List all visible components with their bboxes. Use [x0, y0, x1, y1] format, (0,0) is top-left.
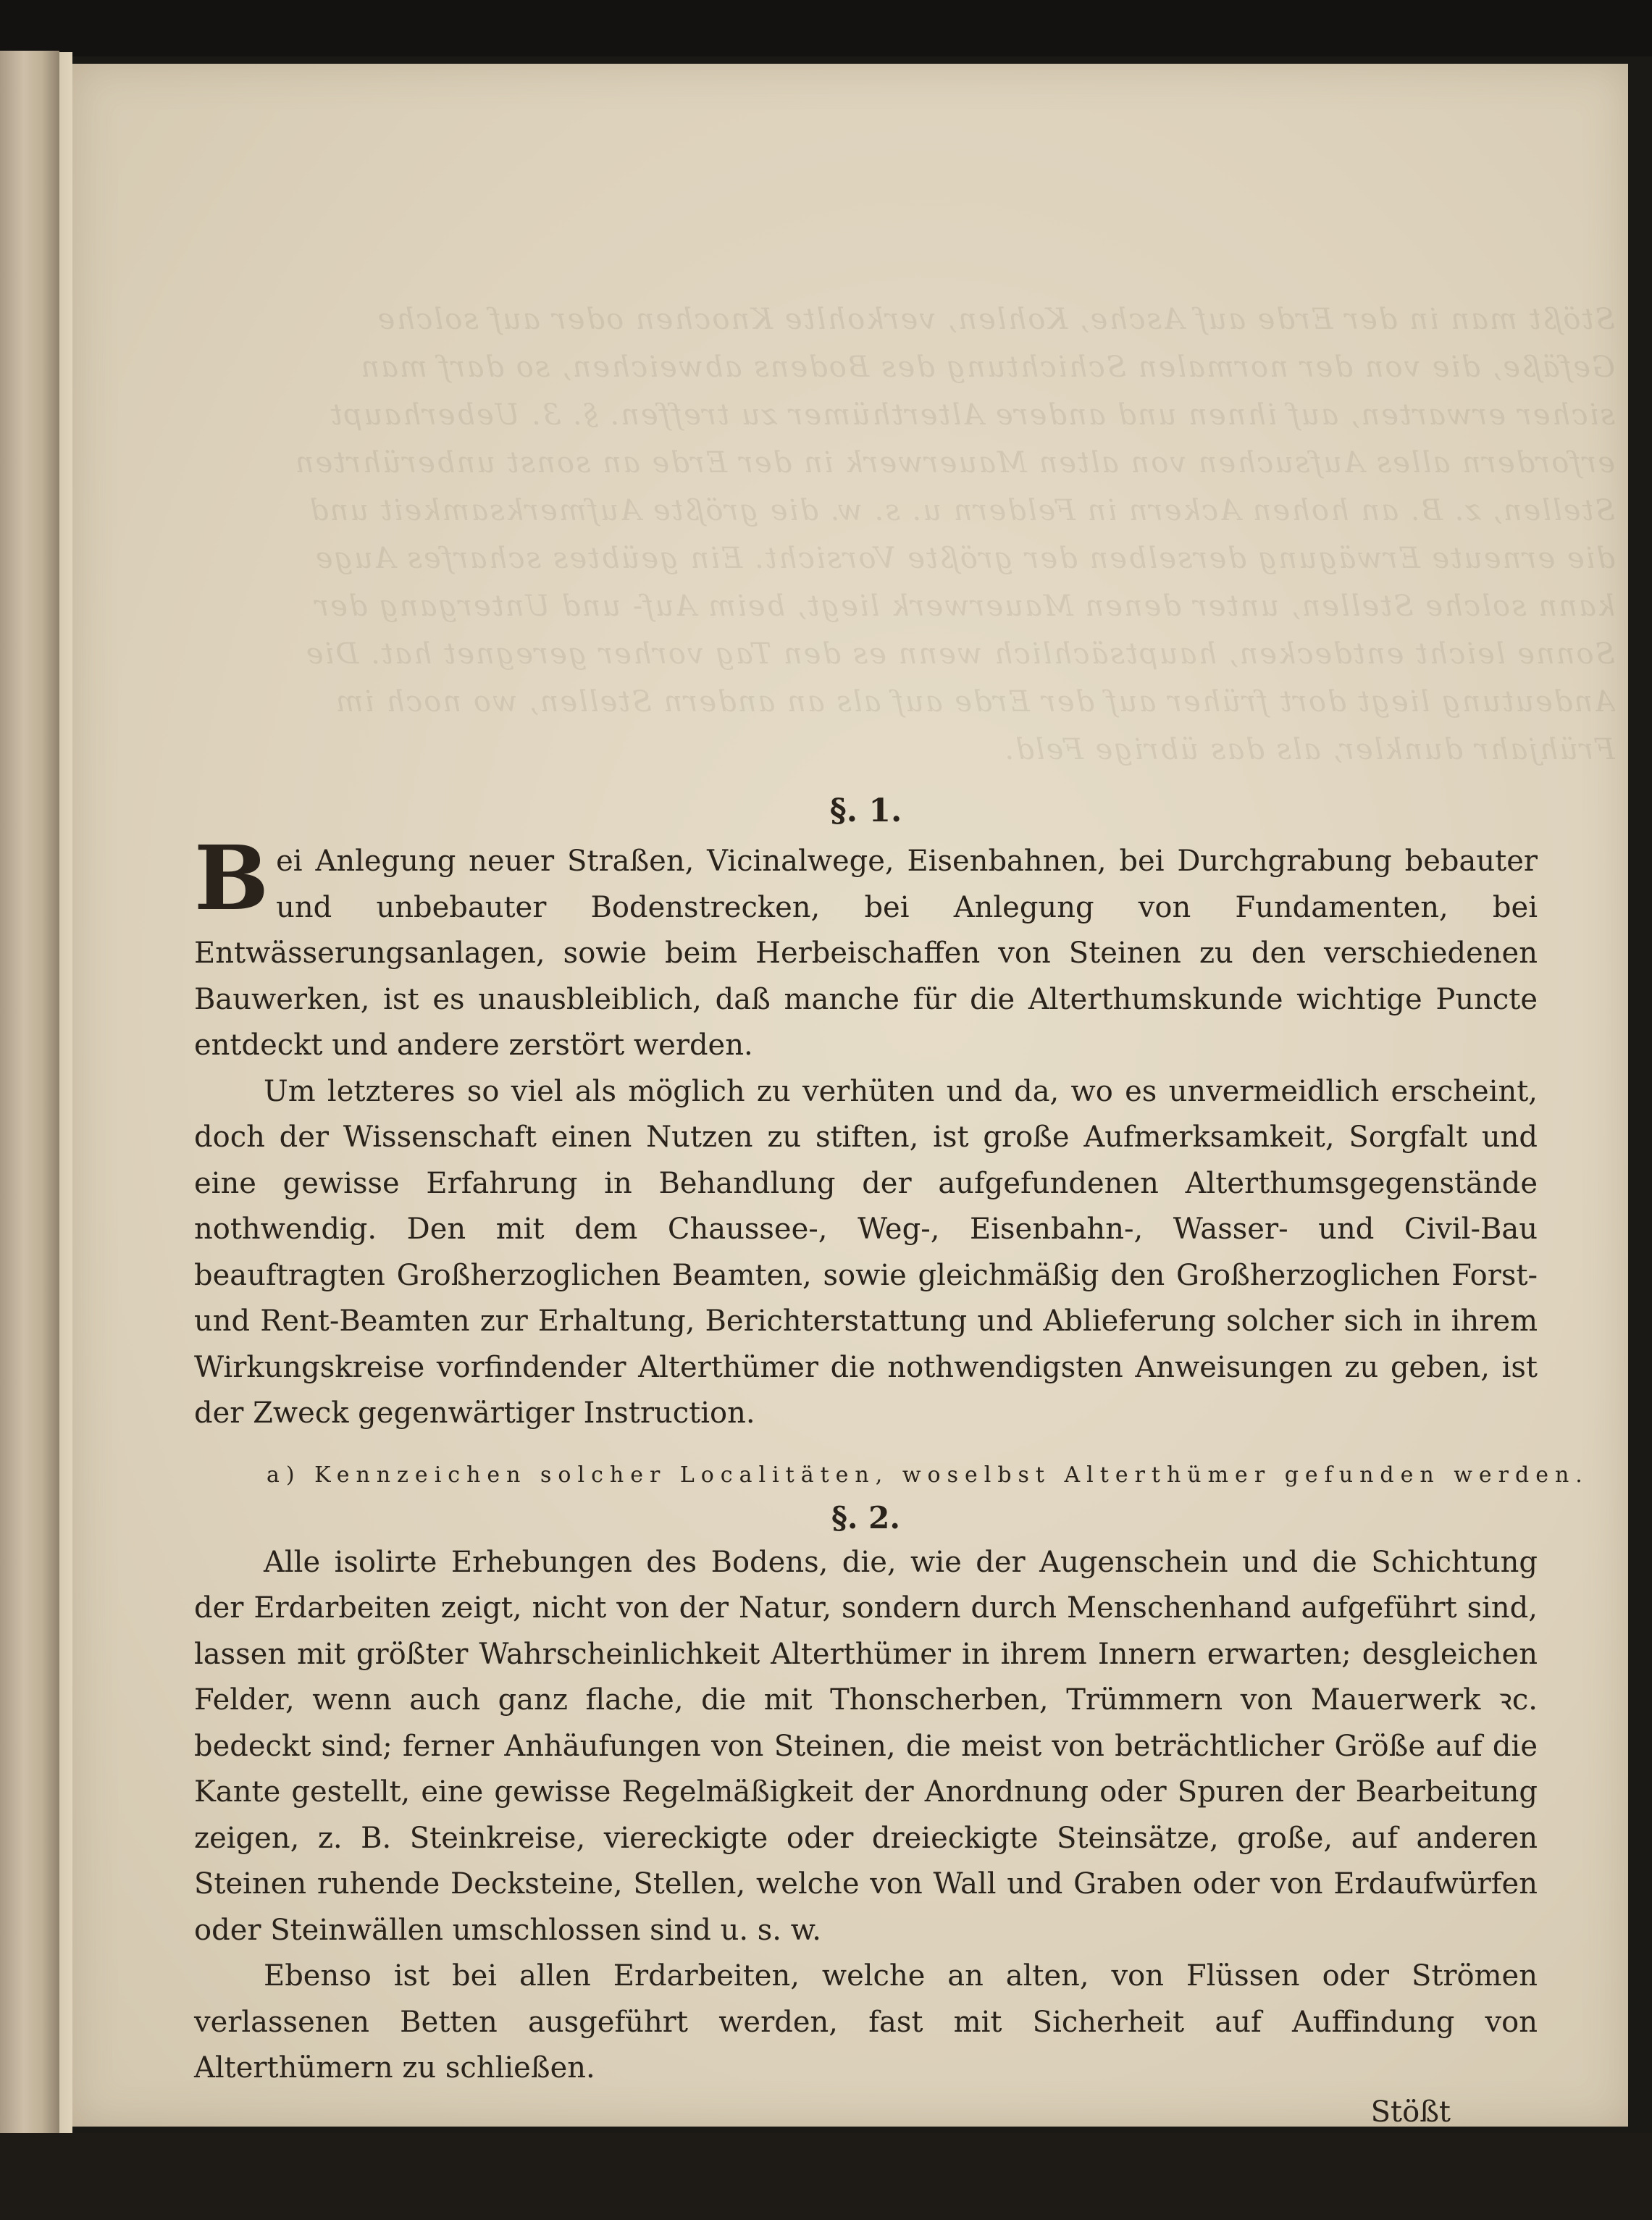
drop-cap: B	[194, 826, 269, 930]
page-inner-edge	[59, 52, 72, 2135]
catchword: Stößt	[1370, 2095, 1451, 2129]
bleed-through-text: Stößt man in der Erde auf Asche, Kohlen, verkohlte Knochen oder auf solche Gefäße, die von der normalen Schichtung des Bodens abweichen, so darf man sicher erwarten, auf ihnen und andere Alterthümer zu treffen. §. 3. Ueberhaupt erfordern alles Aufsuchen von alten Mauerwerk in der Erde an sonst unberührten Stellen, z. B. an hohen Ackern in Feldern u. s. w. die größte Aufmerksamkeit und die erneute Erwägung derselben der größte Vorsicht. Ein geübtes scharfes Auge kann solche Stellen, unter denen Mauerwerk liegt, beim Auf- und Untergang der Sonne leicht entdecken, hauptsächlich wenn es den Tag vorher geregnet hat. Die Andeutung liegt dort früher auf der Erde auf als an andern Stellen, wo noch im Frühjahr dunkler, als das übrige Feld.	[293, 303, 1615, 766]
scan-top-border	[0, 0, 1652, 56]
section-1-paragraph-1	[194, 826, 1538, 1069]
section-1-heading: §. 1.	[829, 792, 902, 829]
book-gutter-edge	[0, 51, 59, 2137]
section-2-paragraph-1: Alle isolirte Erhebungen des Bodens, die, wie der Augenschein und die Schichtung der Erdarbeiten zeigt, nicht von der Natur, sondern durch Menschenhand aufgeführt sind, lassen mit größter Wahrscheinlichkeit Alterthümer in ihrem Innern erwarten; desgleichen Felder, wenn auch ganz flache, die mit Thonscherben, Trümmern von Mauerwerk ꝛc. bedeckt sind; ferner Anhäufungen von Steinen, die meist von beträchtlicher Größe auf die Kante gestellt, eine gewisse Regelmäßigkeit der Anordnung oder Spuren der Bearbeitung zeigen, z. B. Steinkreise, viereckigte oder dreieckigte Steinsätze, große, auf anderen Steinen ruhende Decksteine, Stellen, welche von Wall und Graben oder von Erdaufwürfen oder Steinwällen umschlossen sind u. s. w.	[194, 1545, 1538, 1947]
page-content	[194, 789, 1589, 2132]
subheading-localities: a) Kennzeichen solcher Localitäten, woselbst Alterthümer gefunden werden.	[267, 1462, 1589, 1488]
section-1-paragraph-1-text: ei Anlegung neuer Straßen, Vicinalwege, Eisenbahnen, bei Durchgrabung bebauter und unbebauter Bodenstrecken, bei Anlegung von Fundamenten, bei Entwässerungsanlagen, sowie beim Herbeischaffen von Steinen zu den verschiedenen Bauwerken, ist es unausbleiblich, daß manche für die Alterthumskunde wichtige Puncte entdeckt und andere zerstört werden.	[194, 845, 1538, 1062]
scan-bottom-border	[0, 2133, 1652, 2220]
section-2-heading: §. 2.	[831, 1499, 901, 1536]
section-2-paragraph-2: Ebenso ist bei allen Erdarbeiten, welche an alten, von Flüssen oder Strömen verlassenen Betten ausgeführt werden, fast mit Sicherheit auf Auffindung von Alterthümern zu schließen.	[194, 1959, 1538, 2085]
section-1-paragraph-2: Um letzteres so viel als möglich zu verhüten und da, wo es unvermeidlich erscheint, doch der Wissenschaft einen Nutzen zu stiften, ist große Aufmerksamkeit, Sorgfalt und eine gewisse Erfahrung in Behandlung der aufgefundenen Alterthumsgegenstände nothwendig. Den mit dem Chaussee-, Weg-, Eisenbahn-, Wasser- und Civil-Bau beauftragten Großherzoglichen Beamten, sowie gleichmäßig den Großherzoglichen Forst- und Rent-Beamten zur Erhaltung, Berichterstattung und Ablieferung solcher sich in ihrem Wirkungskreise vorfindender Alterthümer die nothwendigsten Anweisungen zu geben, ist der Zweck gegenwärtiger Instruction.	[194, 1074, 1538, 1430]
